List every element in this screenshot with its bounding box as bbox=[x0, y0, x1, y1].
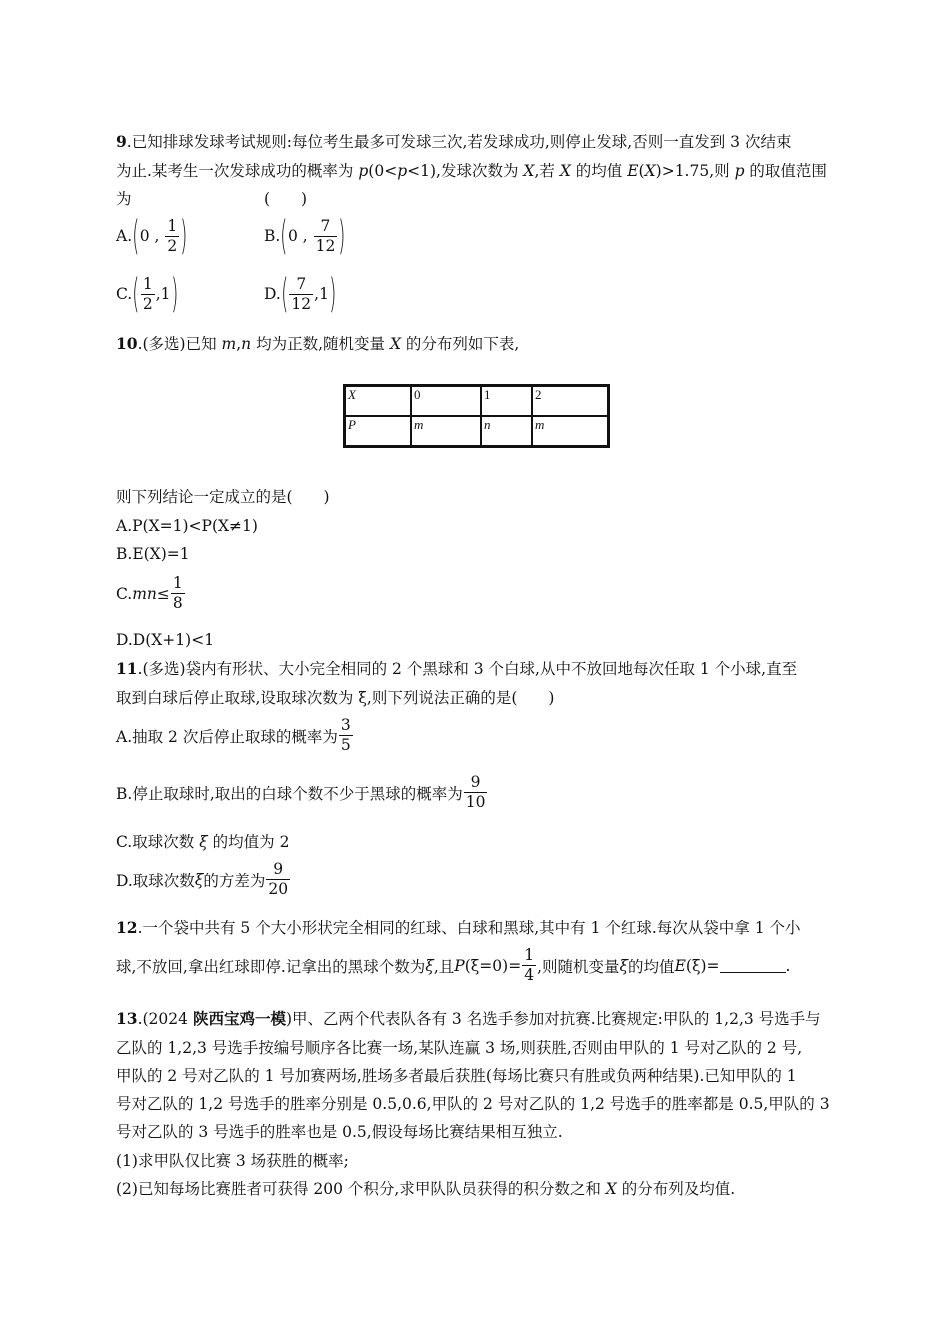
q11-seg: 取到白球后停止取球,设取球次数为 ξ,则下列说法正确的是( ) bbox=[116, 689, 555, 707]
table-cell: m bbox=[411, 416, 481, 447]
table-cell: 0 bbox=[411, 386, 481, 417]
denominator: 8 bbox=[172, 594, 183, 612]
option-label: A. bbox=[116, 227, 133, 245]
q13-seg: .(2024 bbox=[137, 1010, 193, 1028]
q13-seg: X bbox=[605, 1180, 617, 1198]
q9-option-c bbox=[116, 271, 178, 317]
interval-right: 1 bbox=[319, 285, 329, 303]
q9-line3 bbox=[116, 189, 132, 209]
q9-seg: (0< bbox=[368, 162, 398, 180]
q10-seg: , bbox=[236, 335, 242, 353]
fraction bbox=[266, 860, 290, 899]
q10-option-c bbox=[116, 574, 186, 613]
q10-seg: D.D(X+1)<1 bbox=[116, 631, 215, 649]
q13-sub1 bbox=[116, 1151, 349, 1171]
q13-line1 bbox=[116, 1009, 821, 1029]
q10-seg: ≤ bbox=[156, 584, 170, 603]
q13-line5 bbox=[116, 1122, 563, 1142]
q13-source: 陕西宝鸡一模 bbox=[192, 1009, 286, 1028]
fraction bbox=[165, 217, 179, 256]
q11-option-d bbox=[116, 860, 291, 899]
interval-left: 0 bbox=[139, 227, 150, 245]
right-paren: ) bbox=[338, 213, 346, 259]
right-paren: ) bbox=[170, 271, 178, 317]
comma: , bbox=[314, 285, 320, 303]
q9-answer-paren bbox=[264, 189, 307, 209]
option-label: D. bbox=[264, 285, 281, 303]
q10-seg: 的分布列如下表, bbox=[401, 335, 520, 353]
numerator: 1 bbox=[167, 216, 178, 235]
table-row bbox=[345, 416, 609, 447]
fraction bbox=[141, 275, 155, 314]
q10-option-b bbox=[116, 544, 190, 564]
numerator: 1 bbox=[172, 574, 183, 592]
interval-right: 1 bbox=[160, 285, 171, 303]
q9-seg: X bbox=[644, 162, 656, 180]
q9-seg: ( bbox=[638, 162, 645, 180]
q9-seg: )>1.75,则 bbox=[655, 162, 735, 180]
q11-seg: C.取球次数 bbox=[116, 833, 200, 851]
left-paren: ( bbox=[281, 271, 289, 317]
q13-seg: (2)已知每场比赛胜者可获得 200 个积分,求甲队队员获得的积分数之和 bbox=[116, 1180, 606, 1198]
q12-seg: 球,不放回,拿出红球即停.记拿出的黑球个数为 bbox=[116, 957, 426, 976]
right-paren: ) bbox=[329, 271, 337, 317]
q9-seg: p bbox=[734, 162, 745, 180]
q12-seg: ξ bbox=[425, 956, 434, 975]
q10-number: 10 bbox=[116, 334, 138, 353]
fraction bbox=[314, 217, 338, 256]
q10-seg: A.P(X=1)<P(X≠1) bbox=[116, 517, 258, 535]
fraction bbox=[522, 946, 536, 985]
option-label: C. bbox=[116, 285, 133, 303]
q13-sub2 bbox=[116, 1179, 735, 1199]
q13-seg: 的分布列及均值. bbox=[616, 1180, 736, 1198]
q13-seg: )甲、乙两个代表队各有 3 名选手参加对抗赛.比赛规定:甲队的 1,2,3 号选手与 bbox=[285, 1010, 821, 1028]
denominator: 2 bbox=[142, 294, 153, 313]
left-paren: ( bbox=[280, 213, 288, 259]
q10-seg: X bbox=[389, 335, 401, 353]
q11-seg: .(多选)袋内有形状、大小完全相同的 2 个黑球和 3 个白球,从中不放回地每次任取 1 个小球,直至 bbox=[137, 660, 798, 678]
q10-seg: mn bbox=[132, 584, 157, 603]
numerator: 7 bbox=[296, 274, 307, 293]
q12-line1 bbox=[116, 918, 801, 938]
comma: , bbox=[297, 227, 313, 245]
q12-seg: . bbox=[785, 956, 791, 975]
fraction bbox=[289, 275, 313, 314]
q12-number: 12 bbox=[116, 918, 138, 937]
q9-option-a bbox=[116, 213, 188, 259]
denominator: 4 bbox=[524, 966, 535, 984]
right-paren: ) bbox=[180, 213, 188, 259]
q10-option-d bbox=[116, 630, 214, 650]
q10-seg: .(多选)已知 bbox=[137, 335, 222, 353]
numerator: 1 bbox=[142, 274, 153, 293]
left-paren: ( bbox=[132, 213, 140, 259]
q12-seg: ,则随机变量 bbox=[537, 957, 620, 976]
q12-line2 bbox=[116, 946, 790, 985]
q9-seg: X bbox=[559, 162, 571, 180]
table-cell: P bbox=[345, 416, 412, 447]
denominator: 12 bbox=[291, 294, 312, 313]
comma: , bbox=[149, 227, 165, 245]
fraction bbox=[171, 574, 185, 613]
q11-seg: ξ bbox=[194, 870, 204, 889]
denominator: 5 bbox=[340, 736, 351, 754]
q11-option-b bbox=[116, 773, 488, 812]
q11-line2 bbox=[116, 688, 554, 708]
q9-text: .已知排球发球考试规则:每位考生最多可发球三次,若发球成功,则停止发球,否则一直发到 3 次结束 bbox=[126, 133, 792, 151]
q9-seg: ,若 bbox=[534, 162, 560, 180]
q13-seg: 乙队的 1,2,3 号选手按编号顺序各比赛一场,某队连赢 3 场,则获胜,否则由甲队的 1 号对乙队的 2 号, bbox=[116, 1039, 803, 1057]
q11-seg: D.取球次数 bbox=[116, 871, 195, 890]
q10-stem bbox=[116, 334, 519, 354]
table-row bbox=[345, 386, 609, 417]
q11-seg: 的方差为 bbox=[203, 871, 266, 890]
q11-number: 11 bbox=[116, 659, 138, 678]
q12-seg: E bbox=[674, 956, 686, 975]
q9-number: 9 bbox=[116, 132, 127, 151]
q9-seg: X bbox=[523, 162, 535, 180]
q9-option-d bbox=[264, 271, 337, 317]
fraction bbox=[339, 716, 353, 755]
q11-seg: 的均值为 2 bbox=[207, 833, 290, 851]
q12-seg: ξ bbox=[619, 956, 629, 975]
q13-seg: 号对乙队的 3 号选手的胜率也是 0.5,假设每场比赛结果相互独立. bbox=[116, 1123, 563, 1141]
fraction bbox=[464, 773, 488, 812]
q13-line2 bbox=[116, 1038, 802, 1058]
interval-left: 0 bbox=[287, 227, 298, 245]
q13-seg: (1)求甲队仅比赛 3 场获胜的概率; bbox=[116, 1152, 349, 1170]
table-cell: m bbox=[532, 416, 609, 447]
q12-seg: (ξ=0)= bbox=[464, 956, 522, 975]
q9-option-b bbox=[264, 213, 346, 259]
q12-seg: (ξ)= bbox=[685, 956, 720, 975]
numerator: 1 bbox=[524, 946, 535, 964]
table-cell: n bbox=[481, 416, 532, 447]
q10-seg: n bbox=[241, 335, 252, 353]
q10-seg: 均为正数,随机变量 bbox=[251, 335, 390, 353]
q10-seg: B.E(X)=1 bbox=[116, 545, 190, 563]
q10-ask bbox=[116, 487, 330, 507]
denominator: 20 bbox=[268, 880, 289, 898]
q9-paren: ( ) bbox=[264, 190, 308, 208]
q11-line1 bbox=[116, 659, 797, 679]
q10-seg: 则下列结论一定成立的是( ) bbox=[116, 488, 330, 506]
table-cell: 1 bbox=[481, 386, 532, 417]
denominator: 2 bbox=[167, 236, 178, 255]
q9-seg: <1),发球次数为 bbox=[407, 162, 524, 180]
q10-seg: m bbox=[221, 335, 237, 353]
q9-line2 bbox=[116, 161, 827, 181]
q9-seg: p bbox=[397, 162, 408, 180]
q9-seg: 的均值 bbox=[570, 162, 628, 180]
q13-seg: 甲队的 2 号对乙队的 1 号加赛两场,胜场多者最后获胜(每场比赛只有胜或负两种结果).已知甲队的 1 bbox=[116, 1067, 797, 1085]
q11-option-c bbox=[116, 832, 289, 852]
comma: , bbox=[155, 285, 161, 303]
q12-seg: .一个袋中共有 5 个大小形状完全相同的红球、白球和黑球,其中有 1 个红球.每次从袋中拿 1 个小 bbox=[137, 919, 801, 937]
q9-seg: 为 bbox=[116, 190, 132, 208]
table-cell: 2 bbox=[532, 386, 609, 417]
denominator: 12 bbox=[315, 236, 336, 255]
q9-seg: p bbox=[358, 162, 369, 180]
q9-seg: 为止.某考生一次发球成功的概率为 bbox=[116, 162, 359, 180]
q12-seg: 的均值 bbox=[628, 957, 675, 976]
left-paren: ( bbox=[132, 271, 140, 317]
q11-seg: B.停止取球时,取出的白球个数不少于黑球的概率为 bbox=[116, 784, 463, 803]
q13-seg: 号对乙队的 1,2 号选手的胜率分别是 0.5,0.6,甲队的 2 号对乙队的 1,2 号选手的胜率都是 0.5,甲队的 3 bbox=[116, 1095, 830, 1113]
numerator: 9 bbox=[273, 860, 284, 878]
q11-seg: ξ bbox=[199, 833, 208, 851]
distribution-table bbox=[343, 384, 610, 448]
option-label: B. bbox=[264, 227, 281, 245]
q11-option-a bbox=[116, 716, 354, 755]
q12-seg: ,且 bbox=[433, 957, 455, 976]
q13-number: 13 bbox=[116, 1009, 138, 1028]
table-cell: X bbox=[345, 386, 412, 417]
q9-seg: 的取值范围 bbox=[744, 162, 827, 180]
q9-line1 bbox=[116, 132, 791, 152]
q13-line3 bbox=[116, 1066, 797, 1086]
denominator: 10 bbox=[465, 793, 486, 811]
numerator: 9 bbox=[470, 773, 481, 791]
q10-option-a bbox=[116, 516, 258, 536]
numerator: 3 bbox=[340, 716, 351, 734]
q11-seg: A.抽取 2 次后停止取球的概率为 bbox=[116, 727, 338, 746]
q10-seg: C. bbox=[116, 584, 133, 603]
q9-seg: E bbox=[627, 162, 639, 180]
answer-blank[interactable] bbox=[720, 958, 786, 973]
q12-seg: P bbox=[454, 956, 465, 975]
q13-line4 bbox=[116, 1094, 830, 1114]
numerator: 7 bbox=[320, 216, 331, 235]
